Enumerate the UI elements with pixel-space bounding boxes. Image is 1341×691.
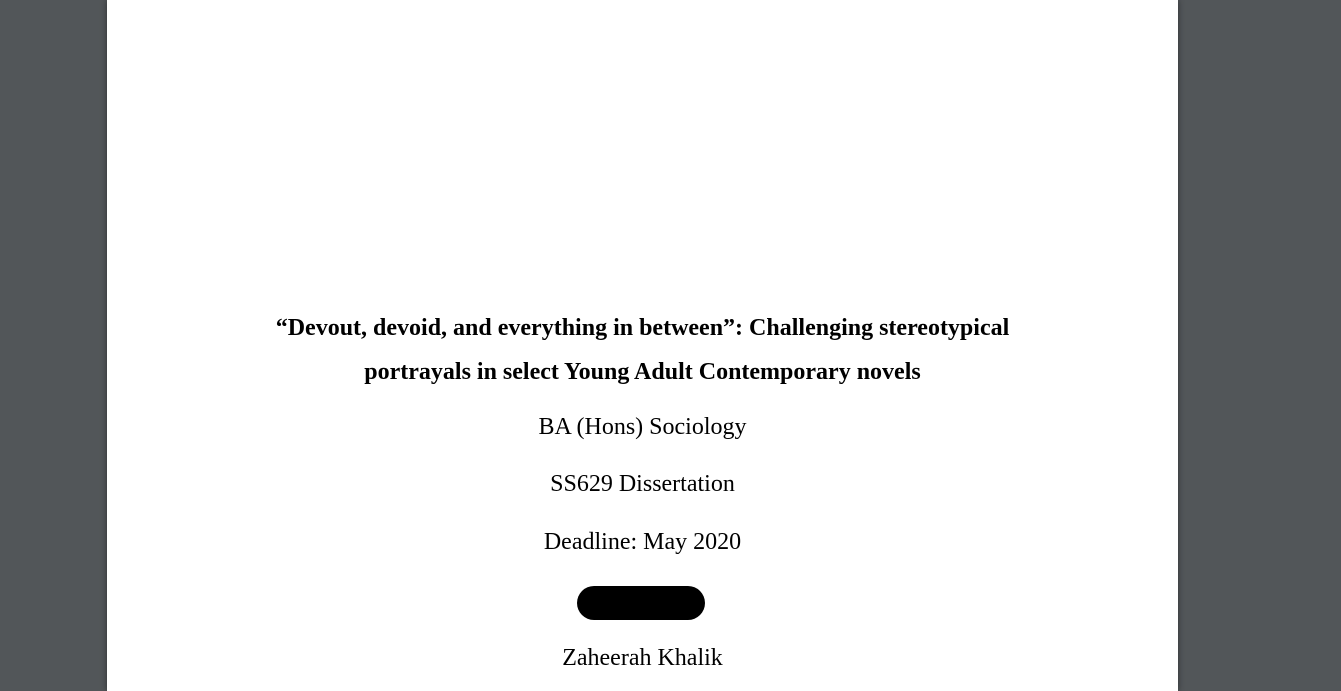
document-title (107, 306, 1178, 394)
deadline-text: Deadline: May 2020 (543, 529, 742, 555)
title-line-1: “Devout, devoid, and everything in between”: Challenging stereotypical (275, 315, 1010, 341)
module-text: SS629 Dissertation (550, 471, 735, 497)
degree-text: BA (Hons) Sociology (538, 414, 747, 440)
author-name: Zaheerah Khalik (562, 645, 723, 671)
redaction-mark (577, 586, 705, 620)
title-line-2: portrayals in select Young Adult Contemporary novels (364, 359, 921, 385)
document-page (107, 0, 1178, 691)
